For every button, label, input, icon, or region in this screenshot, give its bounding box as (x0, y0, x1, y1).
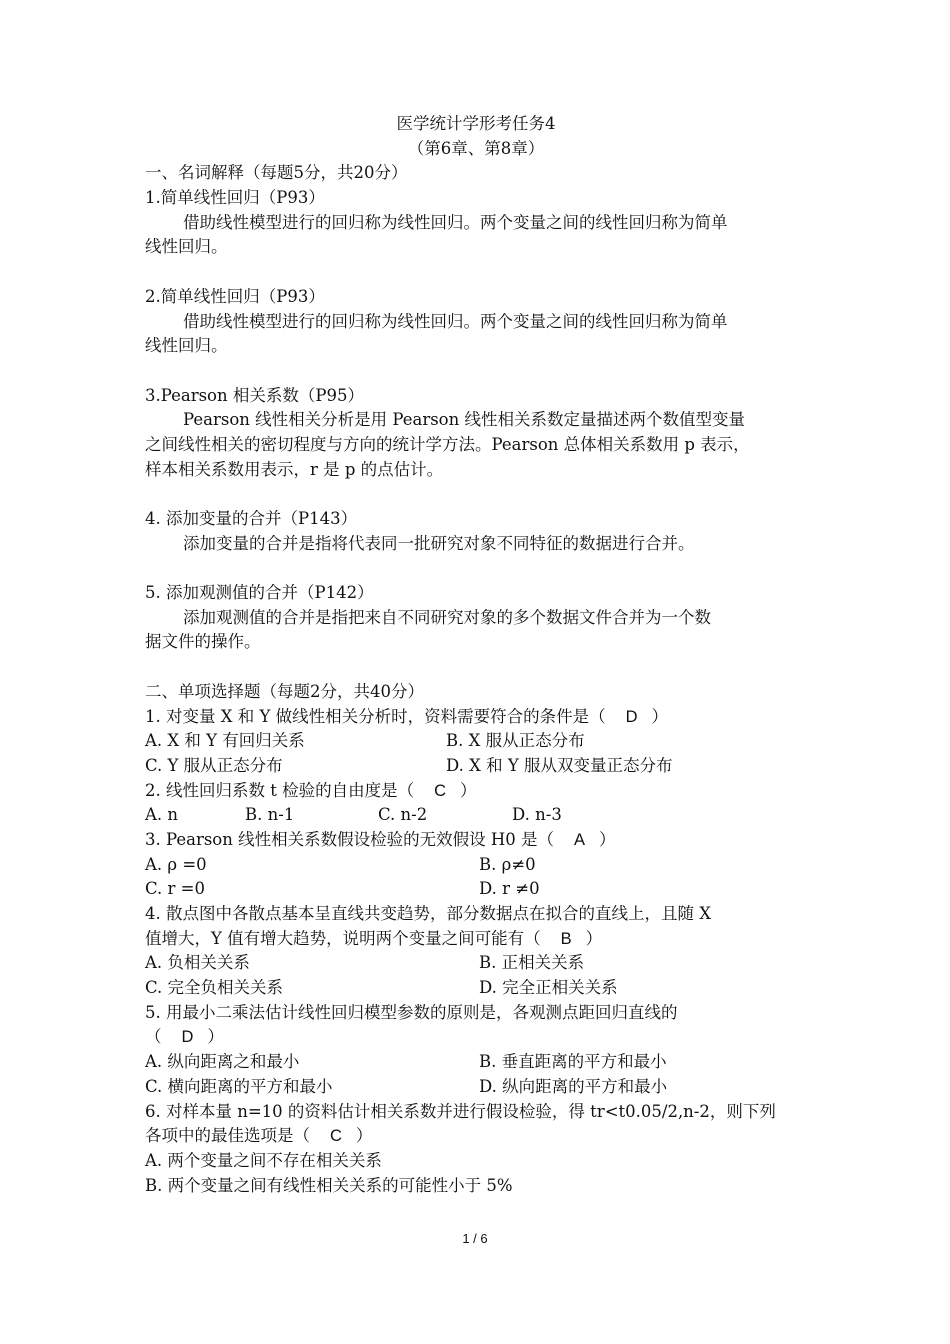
answer: C (434, 781, 447, 800)
option-d: D. 纵向距离的平方和最小 (479, 1076, 668, 1096)
definition-text: 据文件的操作。 (145, 632, 261, 652)
option-c: C. 横向距离的平方和最小 (145, 1076, 333, 1096)
question-stem: 2. 线性回归系数 t 检验的自由度是（ (145, 780, 415, 800)
paren-close: ） (651, 706, 669, 726)
option-b: B. 两个变量之间有线性相关关系的可能性小于 5% (145, 1175, 513, 1195)
option-d: D. r ≠0 (479, 879, 540, 899)
options-row (145, 1050, 807, 1075)
definition-text: 借助线性模型进行的回归称为线性回归。两个变量之间的线性回归称为简单 (183, 212, 728, 232)
options-row (145, 976, 807, 1001)
option-d: D. 完全正相关关系 (479, 978, 618, 998)
question-5: 5. 用最小二乘法估计线性回归模型参数的原则是，各观测点距回归直线的 (145, 1002, 678, 1022)
options-row (145, 803, 807, 828)
paren-close: ） (585, 928, 603, 948)
doc-title: 医学统计学形考任务4 (396, 114, 556, 133)
doc-subtitle: （第6章、第8章） (407, 138, 545, 158)
options-row (145, 729, 807, 754)
question-3 (145, 828, 807, 853)
option-a: A. X 和 Y 有回归关系 (145, 731, 305, 751)
answer: D (625, 707, 638, 726)
term-5: 5. 添加观测值的合并（P142） (145, 583, 374, 603)
question-stem: 值增大，Y 值有增大趋势，说明两个变量之间可能有（ (145, 928, 541, 948)
term-1: 1.简单线性回归（P93） (145, 188, 325, 208)
definition-text: 添加观测值的合并是指把来自不同研究对象的多个数据文件合并为一个数 (183, 607, 711, 627)
page-number: 1 / 6 (462, 1231, 488, 1246)
question-stem: 各项中的最佳选项是（ (145, 1126, 310, 1146)
options-row (145, 754, 807, 779)
options-row (145, 853, 807, 878)
options-row (145, 877, 807, 902)
section2-heading: 二、单项选择题（每题2分，共40分） (145, 681, 424, 701)
question-2 (145, 779, 807, 804)
question-6: 6. 对样本量 n=10 的资料估计相关系数并进行假设检验，得 tr<t0.05/2,n-2，则下列 (145, 1101, 776, 1121)
options-row (145, 951, 807, 976)
paren-close: ） (460, 780, 477, 800)
question-5-cont (145, 1025, 807, 1050)
option-d: D. X 和 Y 服从双变量正态分布 (446, 755, 673, 775)
option-c: C. r =0 (145, 879, 205, 899)
answer: B (560, 929, 572, 948)
answer: D (181, 1028, 194, 1047)
term-2: 2.简单线性回归（P93） (145, 286, 325, 306)
option-c: C. 完全负相关关系 (145, 978, 284, 998)
definition-text: 借助线性模型进行的回归称为线性回归。两个变量之间的线性回归称为简单 (183, 311, 728, 331)
option-b: B. 正相关关系 (479, 953, 585, 973)
option-a: A. 两个变量之间不存在相关关系 (145, 1150, 382, 1170)
option-b: B. ρ≠0 (479, 854, 536, 874)
paren-close: ） (207, 1027, 224, 1047)
question-stem: 3. Pearson 线性相关系数假设检验的无效假设 H0 是（ (145, 829, 554, 849)
question-stem: 1. 对变量 X 和 Y 做线性相关分析时，资料需要符合的条件是（ (145, 706, 606, 726)
definition-text: 之间线性相关的密切程度与方向的统计学方法。Pearson 总体相关系数用 p 表示， (145, 434, 750, 454)
paren-close: ） (355, 1126, 373, 1146)
answer: A (574, 830, 586, 849)
option-c: C. n-2 (378, 805, 428, 825)
question-6-cont (145, 1124, 807, 1149)
answer: C (330, 1127, 342, 1146)
option-a: A. ρ =0 (145, 854, 207, 874)
question-1 (145, 705, 807, 730)
option-b: B. n-1 (245, 805, 295, 825)
option-b: B. 垂直距离的平方和最小 (479, 1052, 667, 1072)
document-page (145, 112, 807, 1198)
section1-heading: 一、名词解释（每题5分，共20分） (145, 163, 408, 183)
option-a: A. n (145, 805, 179, 825)
option-d: D. n-3 (512, 805, 562, 825)
option-a: A. 负相关关系 (145, 953, 250, 973)
options-row (145, 1075, 807, 1100)
option-a: A. 纵向距离之和最小 (145, 1052, 300, 1072)
definition-text: Pearson 线性相关分析是用 Pearson 线性相关系数定量描述两个数值型变量 (183, 410, 745, 430)
paren-open: （ (145, 1027, 162, 1047)
term-3: 3.Pearson 相关系数（P95） (145, 385, 364, 405)
question-4-cont (145, 927, 807, 952)
option-b: B. X 服从正态分布 (446, 731, 585, 751)
definition-text: 线性回归。 (145, 237, 228, 257)
definition-text: 线性回归。 (145, 336, 228, 356)
option-c: C. Y 服从正态分布 (145, 755, 283, 775)
term-4: 4. 添加变量的合并（P143） (145, 509, 358, 528)
paren-close: ） (599, 829, 616, 849)
question-4: 4. 散点图中各散点基本呈直线共变趋势，部分数据点在拟合的直线上，且随 X (145, 904, 711, 923)
definition-text: 添加变量的合并是指将代表同一批研究对象不同特征的数据进行合并。 (183, 533, 695, 553)
definition-text: 样本相关系数用表示，r 是 p 的点估计。 (145, 459, 444, 479)
